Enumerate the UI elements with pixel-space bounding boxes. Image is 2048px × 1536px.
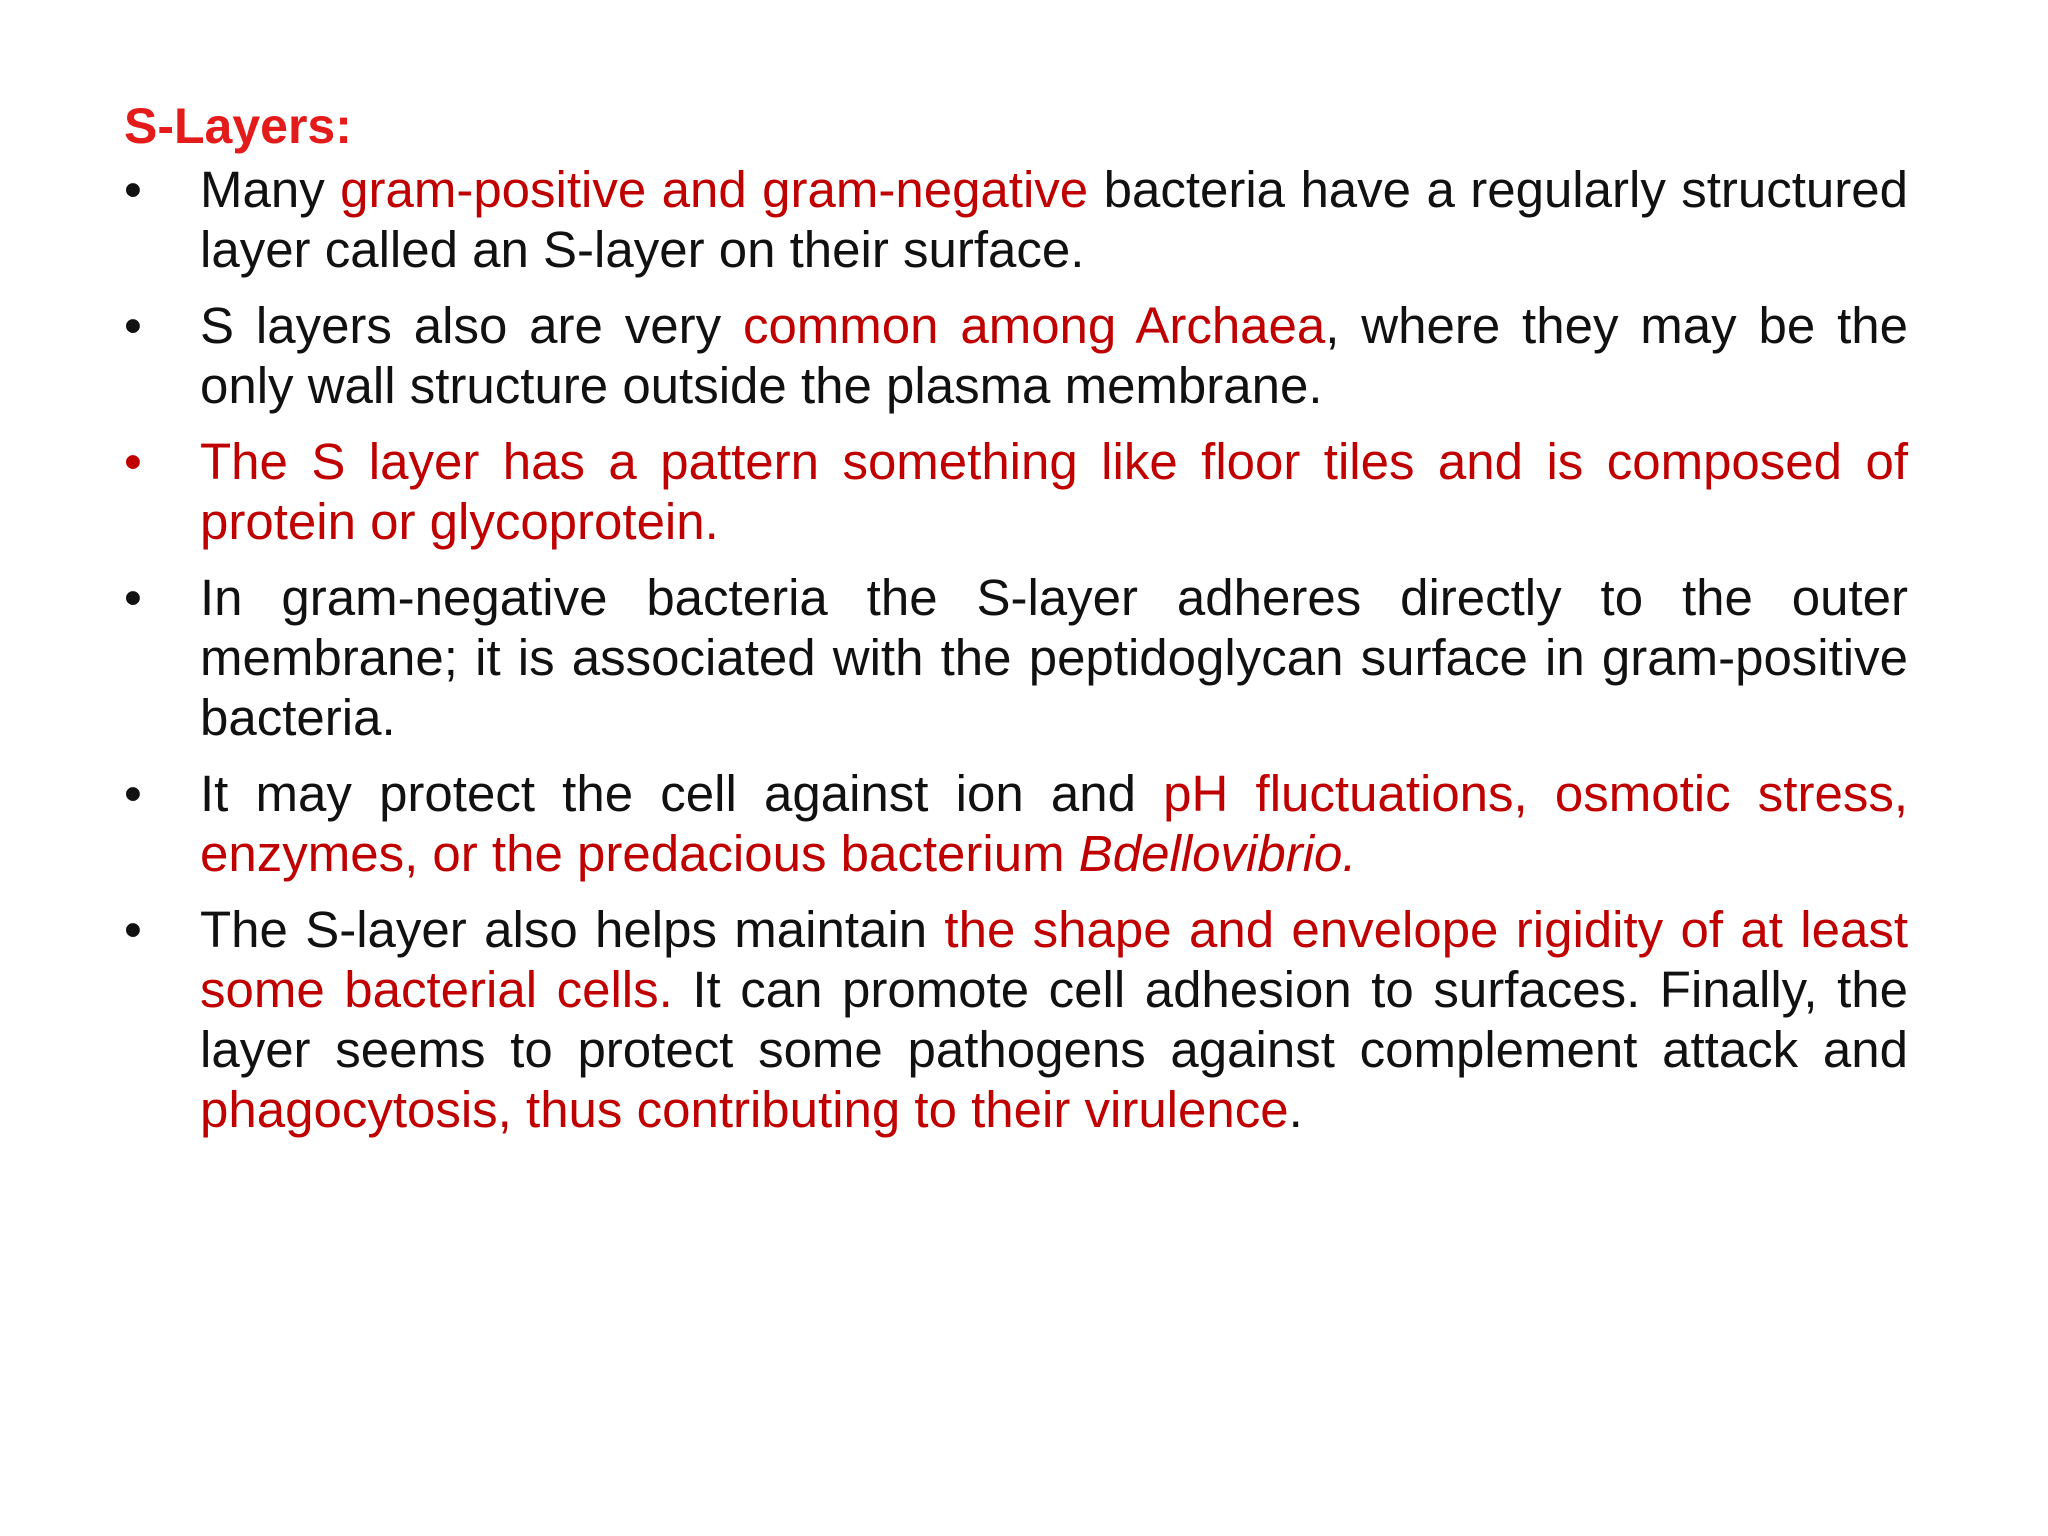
bullet-item [124,764,1908,884]
body-text: It can promote cell adhesion to surfaces. Finally, the layer seems to protect some pathogens against complement attack and [200,961,1909,1078]
bullet-item [124,160,1908,280]
body-text: S layers also are very [200,297,743,354]
bullet-item [124,432,1908,552]
slide-title: S-Layers: [124,98,352,154]
bullet-item [124,900,1908,1140]
bullet-item [124,568,1908,748]
highlight-text: pH fluctuations, osmotic stress, enzymes, or the predacious bacterium [200,765,1908,882]
bullet-text [200,296,1908,416]
bullet-text [200,568,1908,748]
highlight-text: gram-positive and gram-negative [340,161,1089,218]
bullet-dot-icon: • [124,297,142,354]
body-text: In gram-negative bacteria the S-layer adheres directly to the outer membrane; it is associated with the peptidoglycan surface in gram-positive bacteria. [200,569,1908,746]
bullet-dot-icon: • [124,433,142,490]
body-text: Many [200,161,341,218]
highlight-text: the shape and envelope rigidity of at least some bacterial cells. [200,901,1908,1018]
bullet-dot-icon: • [124,161,142,218]
bullet-text [200,764,1908,884]
bullet-text [200,900,1908,1140]
bullet-list [124,160,1908,1156]
body-text: bacteria have a regularly structured layer called an S-layer on their surface. [200,161,1908,278]
bullet-text [200,432,1908,552]
bullet-item [124,296,1908,416]
body-text: The S-layer also helps maintain [200,901,945,958]
body-text: . [1288,1081,1303,1138]
body-text: , where they may be the only wall structure outside the plasma membrane. [200,297,1908,414]
bullet-text [200,160,1908,280]
highlight-text: phagocytosis, thus contributing to their virulence [200,1081,1289,1138]
highlight-text: Bdellovibrio. [1078,825,1357,882]
bullet-dot-icon: • [124,569,142,626]
bullet-dot-icon: • [124,765,142,822]
bullet-dot-icon: • [124,901,142,958]
body-text: It may protect the cell against ion and [200,765,1164,822]
highlight-text: The S layer has a pattern something like floor tiles and is composed of protein or glycoprotein. [200,433,1908,550]
highlight-text: common among Archaea [742,297,1326,354]
